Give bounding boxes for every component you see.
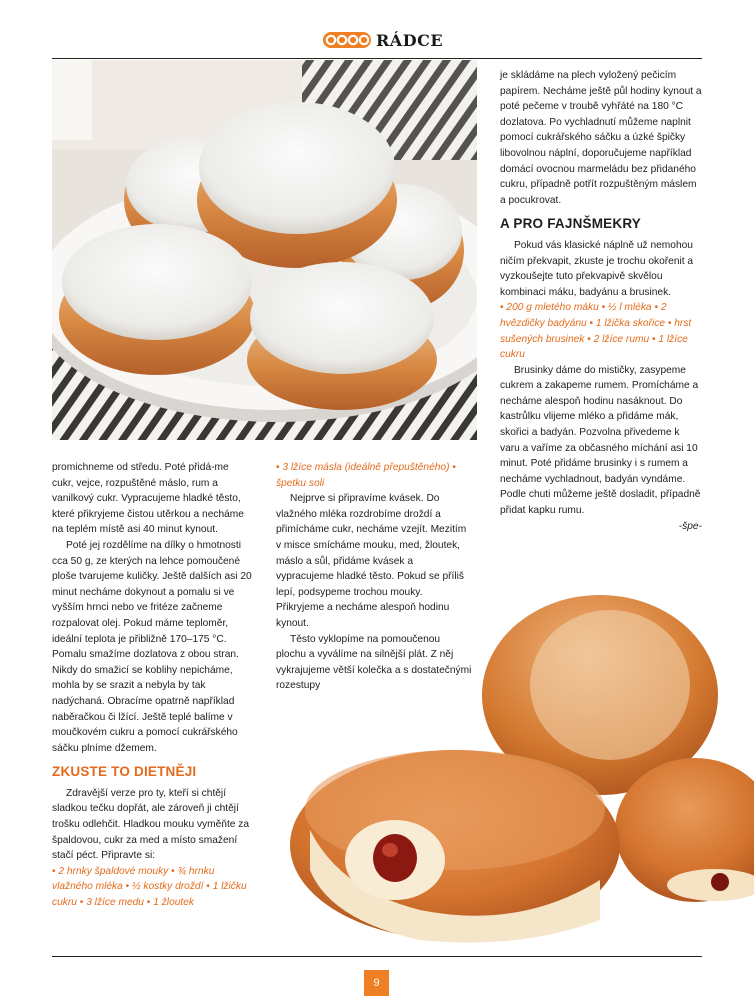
paragraph: Pokud vás klasické náplně už nemohou ničím překvapit, zkuste je trochu okořenit a vyzkoušejte tuto překvapivě skvělou kombinaci máku, badyánu a brusinek. bbox=[500, 239, 694, 298]
bullet-icon: • bbox=[79, 897, 84, 909]
ingredient: 200 g mletého máku bbox=[506, 302, 599, 314]
bullet-icon: • bbox=[206, 881, 210, 893]
bullet-icon: • bbox=[146, 897, 151, 909]
ingredient: hrst sušených brusinek bbox=[500, 317, 692, 345]
ingredient: 3 lžíce másla (ideálně přepuštěného) bbox=[282, 462, 450, 473]
ingredient: 1 lžička skořice bbox=[595, 317, 665, 329]
paragraph: Poté jej rozdělíme na dílky o hmotnosti cca 50 g, ze kterých na lehce pomoučené ploše tvarujeme kuličky. Ještě dalších asi 20 minut necháme dokynout a pomalu si ve vyšším hrnci nebo ve fritéze začneme rozpalovat olej. Pokud máme teploměr, ideální teplota je přibližně 170–175 °C. Pomalu smažíme dozlatova z obou stran. Nikdy do smažicí se koblihy nepicháme, mohla by se srazit a nebyla by tak nadýchaná. Obracíme opatrně například naběračkou či lžící. Ještě teplé balíme v moučkovém cukru a pomocí cukrářského sáčku plníme džemem. bbox=[52, 539, 252, 754]
paragraph: promichneme od středu. Poté přidá-me cukr, vejce, rozpuštěné máslo, rum a vanilkový cukr. Vypracujeme hladké těsto, které přikryjeme čistou utěrkou a necháme na teplém místě asi 40 minut kynout. bbox=[52, 462, 244, 536]
paragraph: Nejprve si připravíme kvásek. Do vlažného mléka rozdrobíme droždí a přimícháme cukr, necháme vzejít. Mezitím v misce smícháme mouku, med, žloutek, máslo a sůl, přidáme kvásek a vypracujeme hladké těsto. Pokud se příliš lepí, podsypeme trochou mouky. Přikryjeme a necháme alespoň hodinu kynout. bbox=[276, 493, 467, 629]
bullet-icon: • bbox=[500, 302, 504, 314]
paragraph: Brusinky dáme do mističky, zasypeme cukrem a zakapeme rumem. Promícháme a necháme alespoň hodinu nasáknout. Do kastrůlku vlijeme mléko a přidáme mák, skořici a badyán. Pozvolna přivedeme k varu a vaříme za občasného míchání asi 10 minut. Poté přidáme brusinky i s rumem a necháme vychladnout, badyán vyndáme. Podle chuti můžeme ještě dosladit, případně přidat kapku rumu. bbox=[500, 364, 701, 517]
ingredient: ½ kostky droždí bbox=[132, 881, 204, 893]
ingredient: 1 žloutek bbox=[153, 897, 194, 909]
ingredient: ¾ hrnku vlažného mléka bbox=[52, 865, 215, 893]
bullet-icon: • bbox=[601, 302, 606, 314]
ingredient: ½ l mléka bbox=[608, 302, 652, 314]
ingredient: špetku soli bbox=[276, 477, 325, 489]
section-heading: ZKUSTE TO DIETNĚJI bbox=[52, 764, 197, 780]
bullet-icon: • bbox=[171, 865, 175, 877]
text-column-3 bbox=[500, 68, 702, 534]
section-heading: A PRO FAJNŠMEKRY bbox=[500, 216, 641, 232]
bullet-icon: • bbox=[667, 317, 672, 329]
text-column-2 bbox=[276, 460, 472, 694]
ingredient-list bbox=[52, 864, 252, 911]
ingredient-list bbox=[276, 460, 472, 491]
ingredient: 2 lžíce rumu bbox=[593, 333, 650, 345]
ingredient: 2 hrnky špaldové mouky bbox=[58, 865, 169, 877]
page-header bbox=[0, 24, 754, 58]
paragraph: Zdravější verze pro ty, kteří si chtějí sladkou tečku dopřát, ale zároveň ji chtějí trošku odlehčit. Hladkou mouku vyměňte za špaldovou, cukr za med a místo smažení stačí péct. Připravte si: bbox=[52, 787, 250, 862]
header-divider bbox=[52, 58, 702, 59]
bullet-icon: • bbox=[589, 317, 594, 329]
author-signoff: -špe- bbox=[678, 520, 702, 532]
bullet-icon: • bbox=[125, 881, 130, 893]
section-title: RÁDCE bbox=[376, 31, 444, 50]
paragraph: Těsto vyklopíme na pomoučenou plochu a vyválíme na silnější plát. Z něj vykrajujeme větší kolečka a s dostatečnými rozestupy bbox=[276, 633, 472, 692]
ingredient: 2 hvězdičky badyánu bbox=[500, 302, 667, 329]
coop-logo bbox=[323, 30, 371, 50]
bullet-icon: • bbox=[52, 865, 56, 877]
bullet-icon: • bbox=[651, 333, 656, 345]
ingredient-list bbox=[500, 300, 702, 362]
ingredient: 1 lžíce cukru bbox=[500, 333, 688, 361]
bullet-icon: • bbox=[452, 462, 456, 473]
bullet-icon: • bbox=[654, 302, 659, 314]
text-column-1 bbox=[52, 460, 252, 911]
bullet-icon: • bbox=[276, 462, 280, 473]
paragraph: je skládáme na plech vyložený pečicím papírem. Necháme ještě půl hodiny kynout a poté pečeme v troubě vyhřáté na 180 °C dozlatova. Po vychladnutí můžeme naplnit pomocí cukrářského sáčku a úzké špičky libovolnou náplní, doporučujeme například domácí ovocnou marmeládu bez přidaného cukru, případně potřít rozpuštěným máslem a pocukrovat. bbox=[500, 70, 702, 206]
ingredient: 3 lžíce medu bbox=[86, 897, 144, 909]
top-donuts-photo bbox=[52, 60, 477, 440]
bullet-icon: • bbox=[587, 333, 591, 345]
footer-divider bbox=[52, 956, 702, 957]
page-number: 9 bbox=[364, 970, 389, 996]
ingredient: 1 lžičku cukru bbox=[52, 881, 247, 909]
